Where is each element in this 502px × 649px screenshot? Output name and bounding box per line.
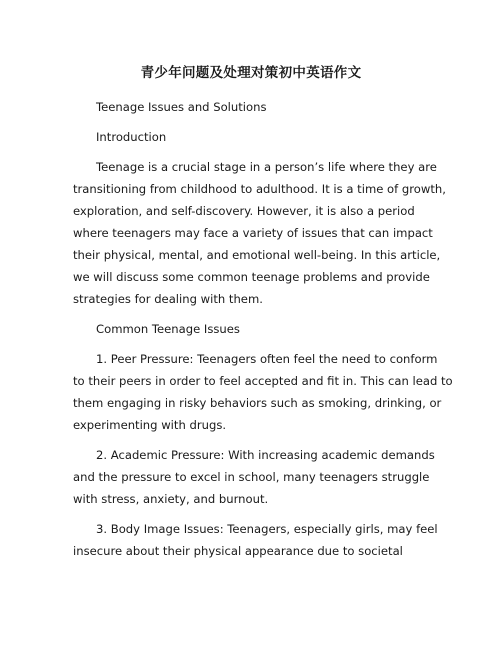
issue-1-line: experimenting with drugs. — [73, 418, 227, 432]
issue-1-line: to their peers in order to feel accepted and fit in. This can lead to — [73, 374, 453, 388]
intro-heading-paragraph — [73, 126, 433, 148]
subtitle: Teenage Issues and Solutions — [96, 100, 267, 114]
issues-heading: Common Teenage Issues — [96, 322, 240, 336]
issues-heading-paragraph — [73, 318, 433, 340]
issue-1-line: them engaging in risky behaviors such as smoking, drinking, or — [73, 396, 442, 410]
issue-2-paragraph — [73, 444, 433, 510]
intro-paragraph — [73, 156, 446, 310]
document-title: 青少年问题及处理对策初中英语作文 — [140, 65, 362, 81]
issue-3-paragraph — [73, 518, 438, 562]
intro-line: their physical, mental, and emotional well-being. In this article, — [73, 248, 441, 262]
subtitle-paragraph — [73, 96, 433, 118]
issue-1-line: 1. Peer Pressure: Teenagers often feel the need to conform — [96, 352, 438, 366]
intro-line: Teenage is a crucial stage in a person’s life where they are — [96, 160, 437, 174]
intro-line: we will discuss some common teenage problems and provide — [73, 270, 430, 284]
issue-2-line: and the pressure to excel in school, many teenagers struggle — [73, 470, 430, 484]
issue-3-line: 3. Body Image Issues: Teenagers, especially girls, may feel — [96, 522, 438, 536]
intro-line: transitioning from childhood to adulthood. It is a time of growth, — [73, 182, 446, 196]
intro-heading: Introduction — [96, 130, 167, 144]
issue-2-line: with stress, anxiety, and burnout. — [73, 492, 269, 506]
document-body — [73, 96, 453, 570]
intro-line: strategies for dealing with them. — [73, 292, 263, 306]
intro-line: where teenagers may face a variety of issues that can impact — [73, 226, 433, 240]
intro-line: exploration, and self-discovery. However, it is also a period — [73, 204, 415, 218]
issue-2-line: 2. Academic Pressure: With increasing academic demands — [96, 448, 435, 462]
issue-3-line: insecure about their physical appearance due to societal — [73, 544, 403, 558]
issue-1-paragraph — [73, 348, 453, 436]
